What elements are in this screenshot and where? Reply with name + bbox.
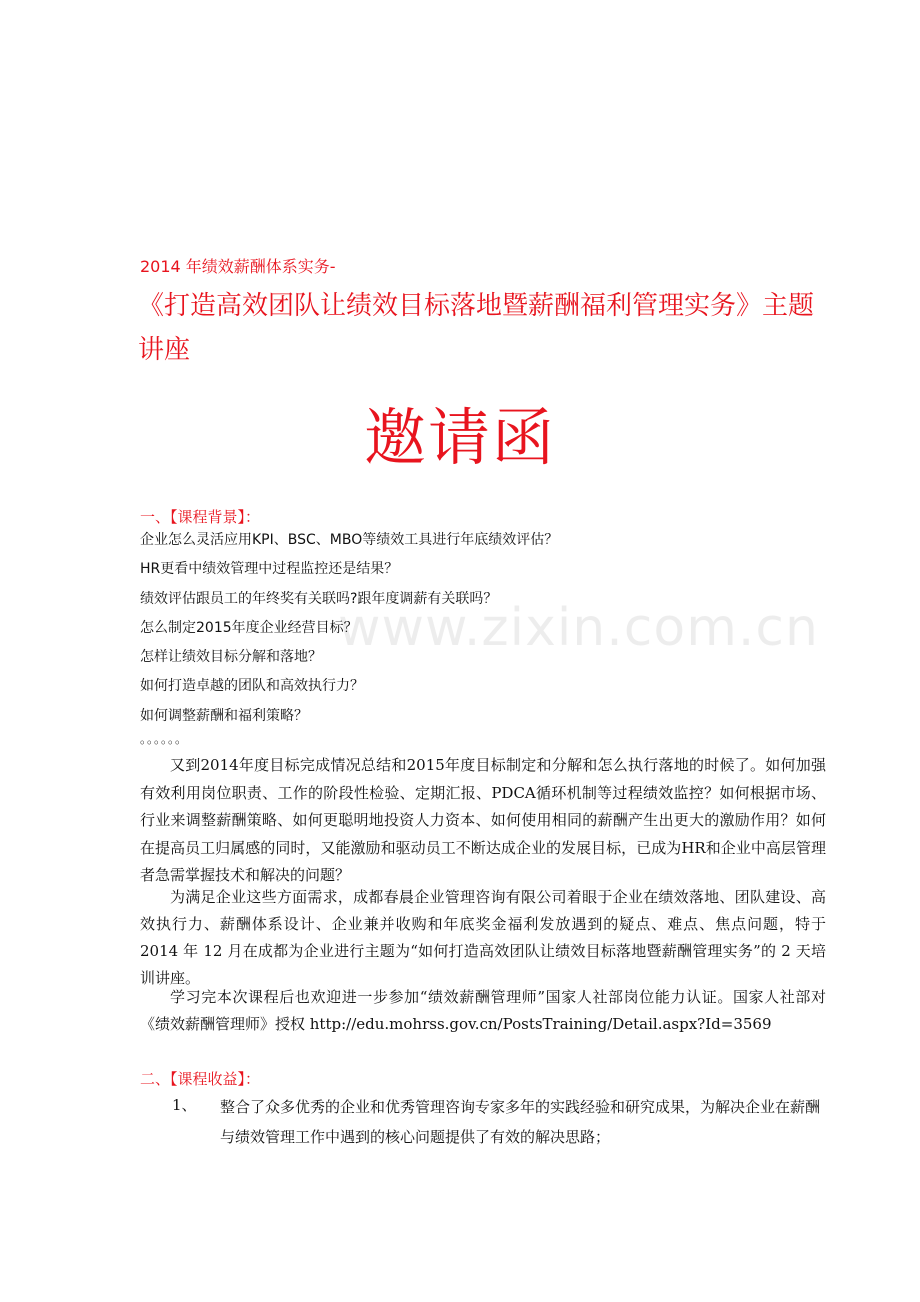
list-item: 如何调整薪酬和福利策略？ — [140, 707, 308, 724]
list-item: 绩效评估跟员工的年终奖有关联吗?跟年度调薪有关联吗？ — [140, 590, 498, 607]
list-item: 企业怎么灵活应用KPI、BSC、MBO等绩效工具进行年底绩效评估？ — [140, 532, 559, 548]
purpose-paragraph: 为满足企业这些方面需求，成都春晨企业管理咨询有限公司着眼于企业在绩效落地、团队建设、高效执行力、薪酬体系设计、企业兼并收购和年底奖金福利发放遇到的疑点、难点、焦点问题，特于 2014 年 12 月在成都为企业进行主题为“如何打造高效团队让绩效目标落地暨薪酬管理实务”的 2 天培训讲座。 — [140, 888, 826, 987]
benefit-number: 1、 — [172, 1096, 197, 1114]
watermark: www.zixin.com.cn — [338, 598, 819, 658]
list-item: HR更看中绩效管理中过程监控还是结果？ — [140, 561, 399, 578]
section-heading-benefits: 二、【课程收益】： — [140, 1070, 261, 1088]
section-heading-background: 一、【课程背景】： — [140, 508, 261, 526]
list-item: 怎么制定2015年度企业经营目标？ — [140, 619, 358, 636]
benefit-text: 整合了众多优秀的企业和优秀管理咨询专家多年的实践经验和研究成果，为解决企业在薪酬与绩效管理工作中遇到的核心问题提供了有效的解决思路； — [220, 1098, 821, 1146]
background-paragraph: 又到2014年度目标完成情况总结和2015年度目标制定和分解和怎么执行落地的时候了。如何加强有效利用岗位职责、工作的阶段性检验、定期汇报、PDCA循环机制等过程绩效监控？如何根据市场、行业来调整薪酬策略、如何更聪明地投资人力资本、如何使用相同的薪酬产生出更大的激励作用？如何在提高员工归属感的同时，又能激励和驱动员工不断达成企业的发展目标，已成为HR和企业中高层管理者急需掌握技术和解决的问题？ — [140, 756, 826, 884]
question-list — [140, 530, 558, 735]
invitation-heading: 邀请函 — [363, 401, 556, 474]
document-title: 《打造高效团队让绩效目标落地暨薪酬福利管理实务》主题讲座 — [138, 291, 815, 365]
list-item: 如何打造卓越的团队和高效执行力？ — [140, 678, 364, 695]
list-item: 怎样让绩效目标分解和落地？ — [140, 649, 322, 666]
ellipsis: 。。。。。。 — [140, 732, 189, 746]
document-subtitle: 2014 年绩效薪酬体系实务- — [140, 257, 336, 276]
certification-paragraph: 学习完本次课程后也欢迎进一步参加“绩效薪酬管理师”国家人社部岗位能力认证。国家人社部对《绩效薪酬管理师》授权 http://edu.mohrss.gov.cn/PostsTraining/Detail.aspx?Id=3569 — [140, 988, 826, 1033]
